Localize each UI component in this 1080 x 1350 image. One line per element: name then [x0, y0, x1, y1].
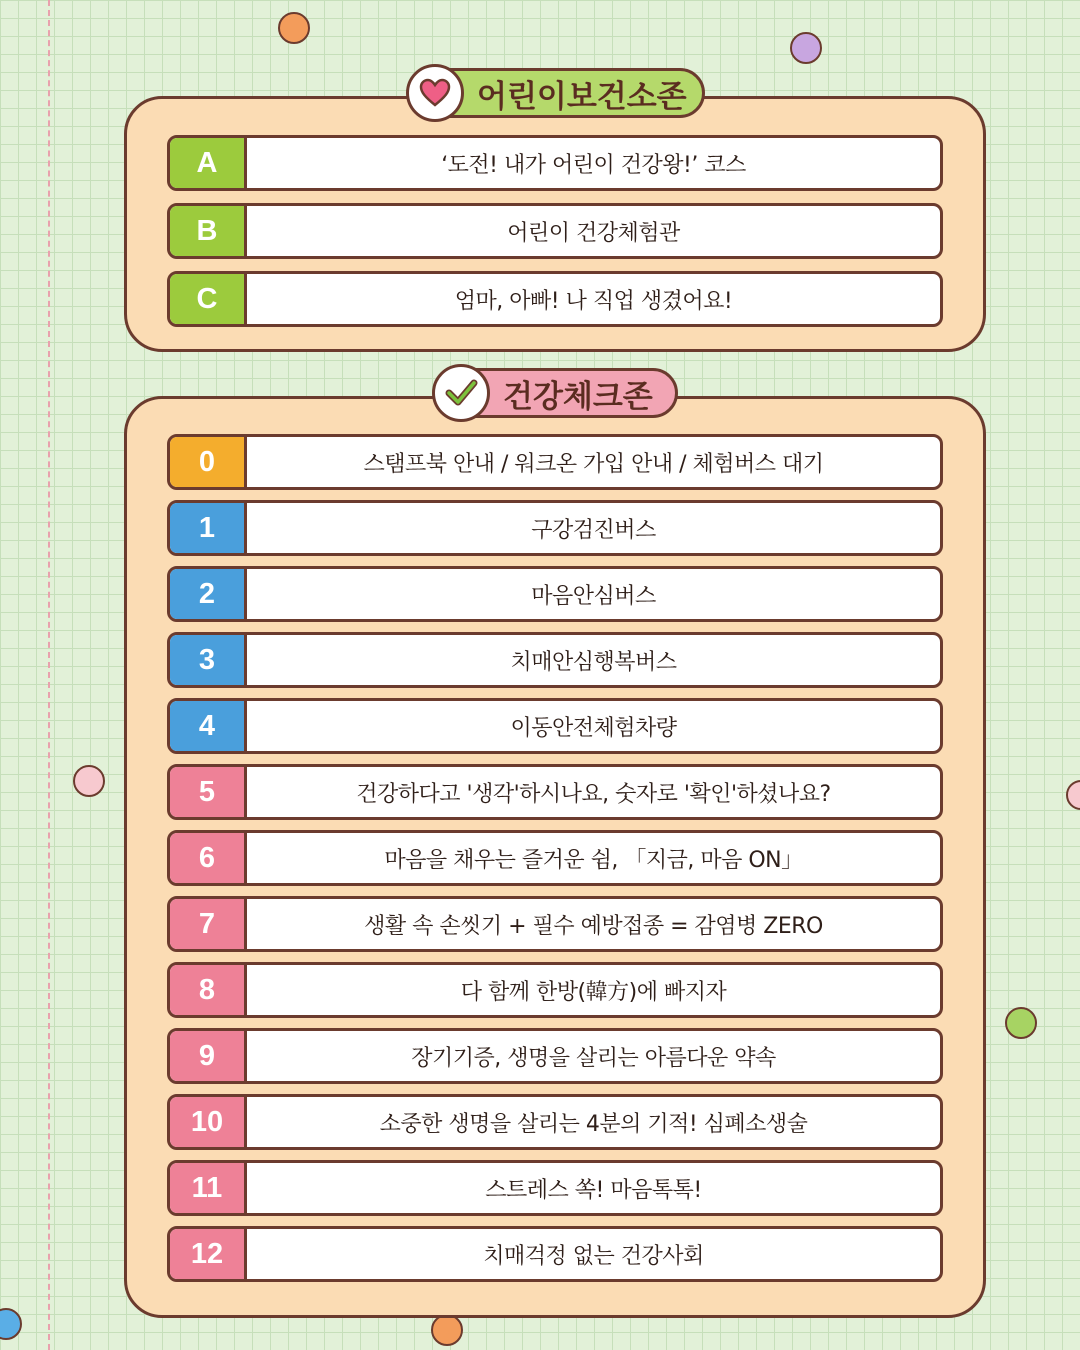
item-code-badge: 4	[170, 701, 247, 751]
decorative-dot	[0, 1308, 22, 1340]
item-code-badge: 8	[170, 965, 247, 1015]
item-label: 구강검진버스	[531, 517, 656, 543]
decorative-dot	[431, 1314, 463, 1346]
item-code-badge: 11	[170, 1163, 247, 1213]
zone-list-item	[167, 566, 943, 622]
item-label: 다 함께 한방(韓方)에 빠지자	[460, 979, 727, 1005]
item-code-badge: C	[170, 274, 247, 324]
item-label: 소중한 생명을 살리는 4분의 기적! 심폐소생술	[379, 1111, 808, 1137]
zone-list-item	[167, 434, 943, 490]
item-code-badge: B	[170, 206, 247, 256]
checkmark-icon	[432, 364, 490, 422]
zone-list-item	[167, 203, 943, 259]
zone-list-item	[167, 962, 943, 1018]
health-zone-title: 건강체크존	[436, 368, 678, 418]
item-code-badge: 9	[170, 1031, 247, 1081]
zone-list-item	[167, 764, 943, 820]
item-code-badge: 5	[170, 767, 247, 817]
heart-icon	[406, 64, 464, 122]
item-label: 마음안심버스	[531, 583, 656, 609]
decorative-dot	[278, 12, 310, 44]
item-code-badge: A	[170, 138, 247, 188]
zone-list-item	[167, 698, 943, 754]
zone-list-item	[167, 1028, 943, 1084]
zone-list-item	[167, 135, 943, 191]
item-label: 장기기증, 생명을 살리는 아름다운 약속	[411, 1045, 776, 1071]
item-label: 이동안전체험차량	[510, 715, 677, 741]
item-label: 건강하다고 '생각'하시나요, 숫자로 '확인'하셨나요?	[356, 781, 831, 807]
item-label: 치매걱정 없는 건강사회	[483, 1243, 704, 1269]
zone-list-item	[167, 1094, 943, 1150]
decorative-dot	[1005, 1007, 1037, 1039]
zone-list-item	[167, 271, 943, 327]
zone-list-item	[167, 1226, 943, 1282]
item-label: 마음을 채우는 즐거운 쉼, 「지금, 마음 ON」	[384, 847, 803, 873]
item-code-badge: 12	[170, 1229, 247, 1279]
item-label: 엄마, 아빠! 나 직업 생겼어요!	[454, 288, 733, 314]
zone-list-item	[167, 1160, 943, 1216]
zone-list-item	[167, 632, 943, 688]
item-label: 스트레스 쏙! 마음톡톡!	[485, 1177, 702, 1203]
item-code-badge: 10	[170, 1097, 247, 1147]
item-code-badge: 0	[170, 437, 247, 487]
item-code-badge: 3	[170, 635, 247, 685]
notebook-margin-line	[48, 0, 50, 1350]
decorative-dot	[1066, 780, 1080, 810]
item-code-badge: 1	[170, 503, 247, 553]
zone-list-item	[167, 896, 943, 952]
item-code-badge: 7	[170, 899, 247, 949]
kids-zone-title: 어린이보건소존	[410, 68, 705, 118]
zone-list-item	[167, 830, 943, 886]
item-code-badge: 6	[170, 833, 247, 883]
item-label: 어린이 건강체험관	[507, 220, 680, 246]
item-label: 생활 속 손씻기 + 필수 예방접종 = 감염병 ZERO	[364, 913, 823, 939]
item-label: ‘도전! 내가 어린이 건강왕!’ 코스	[441, 152, 746, 178]
item-code-badge: 2	[170, 569, 247, 619]
zone-list-item	[167, 500, 943, 556]
item-label: 스탬프북 안내 / 워크온 가입 안내 / 체험버스 대기	[363, 451, 824, 477]
item-label: 치매안심행복버스	[510, 649, 677, 675]
decorative-dot	[73, 765, 105, 797]
decorative-dot	[790, 32, 822, 64]
